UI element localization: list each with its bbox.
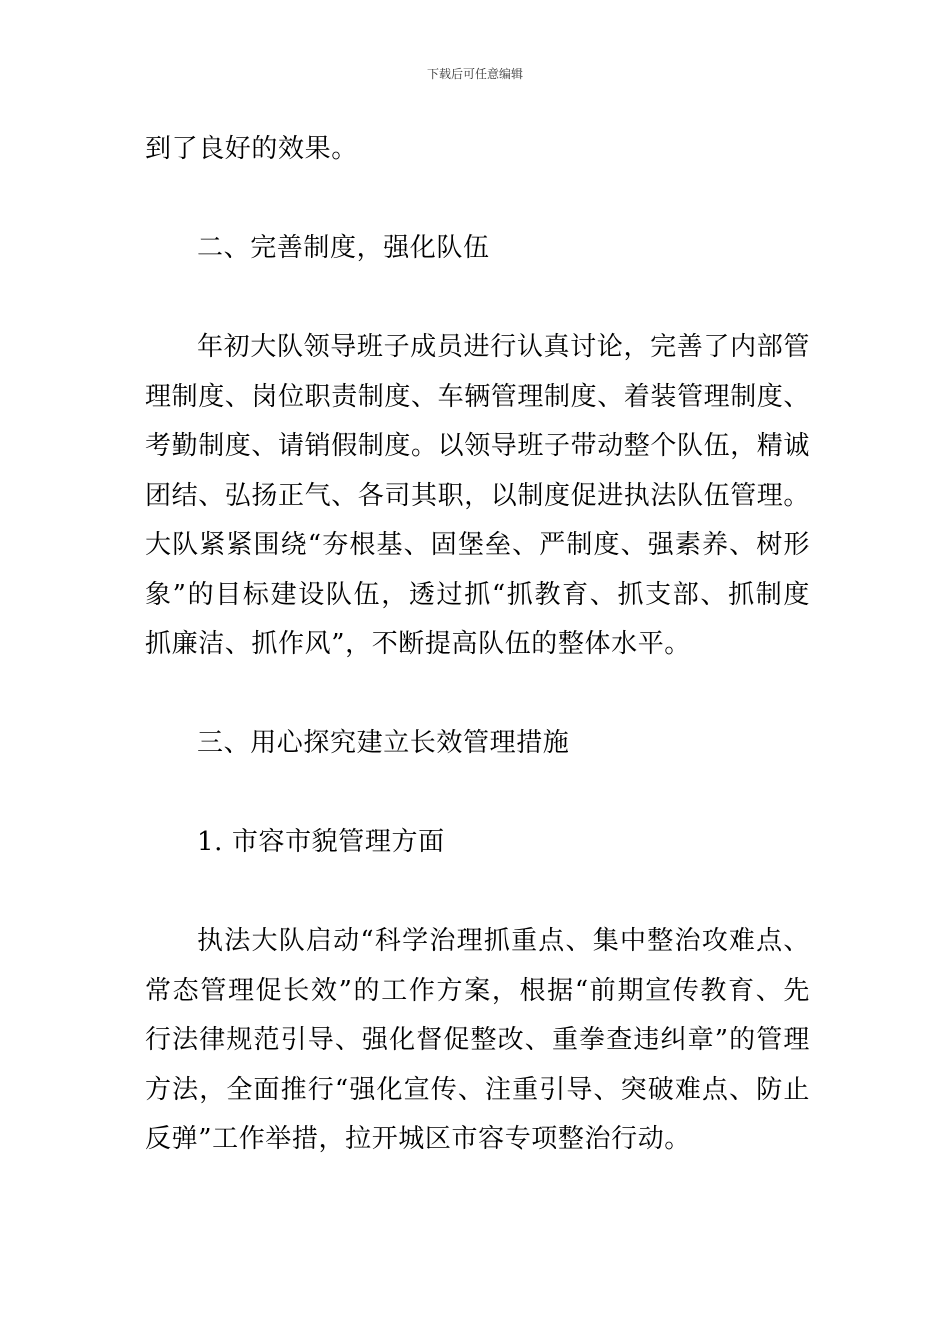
subsection-heading-1: 1. 市容市貌管理方面 (197, 827, 445, 857)
paragraph-team-building: 年初大队领导班子成员进行认真讨论，完善了内部管理制度、岗位职责制度、车辆管理制度、着装管理制度、考勤制度、请销假制度。以领导班子带动整个队伍，精诚团结、弘扬正气、各司其职，以制度促进执法队伍管理。大队紧紧围绕“夯根基、固堡垒、严制度、强素养、树形象”的目标建设队伍，透过抓“抓教育、抓支部、抓制度抓廉洁、抓作风”，不断提高队伍的整体水平。 (145, 332, 811, 659)
section-heading-2: 二、完善制度，强化队伍 (197, 233, 490, 263)
paragraph-continuation: 到了良好的效果。 (145, 134, 358, 164)
section-heading-3: 三、用心探究建立长效管理措施 (197, 728, 570, 758)
document-body (145, 125, 810, 1165)
page-header-note: 下载后可任意编辑 (426, 67, 523, 81)
paragraph-city-appearance: 执法大队启动“科学治理抓重点、集中整治攻难点、常态管理促长效”的工作方案，根据“前期宣传教育、先行法律规范引导、强化督促整改、重拳查违纠章”的管理方法，全面推行“强化宣传、注重引导、突破难点、防止反弹”工作举措，拉开城区市容专项整治行动。 (145, 926, 810, 1154)
